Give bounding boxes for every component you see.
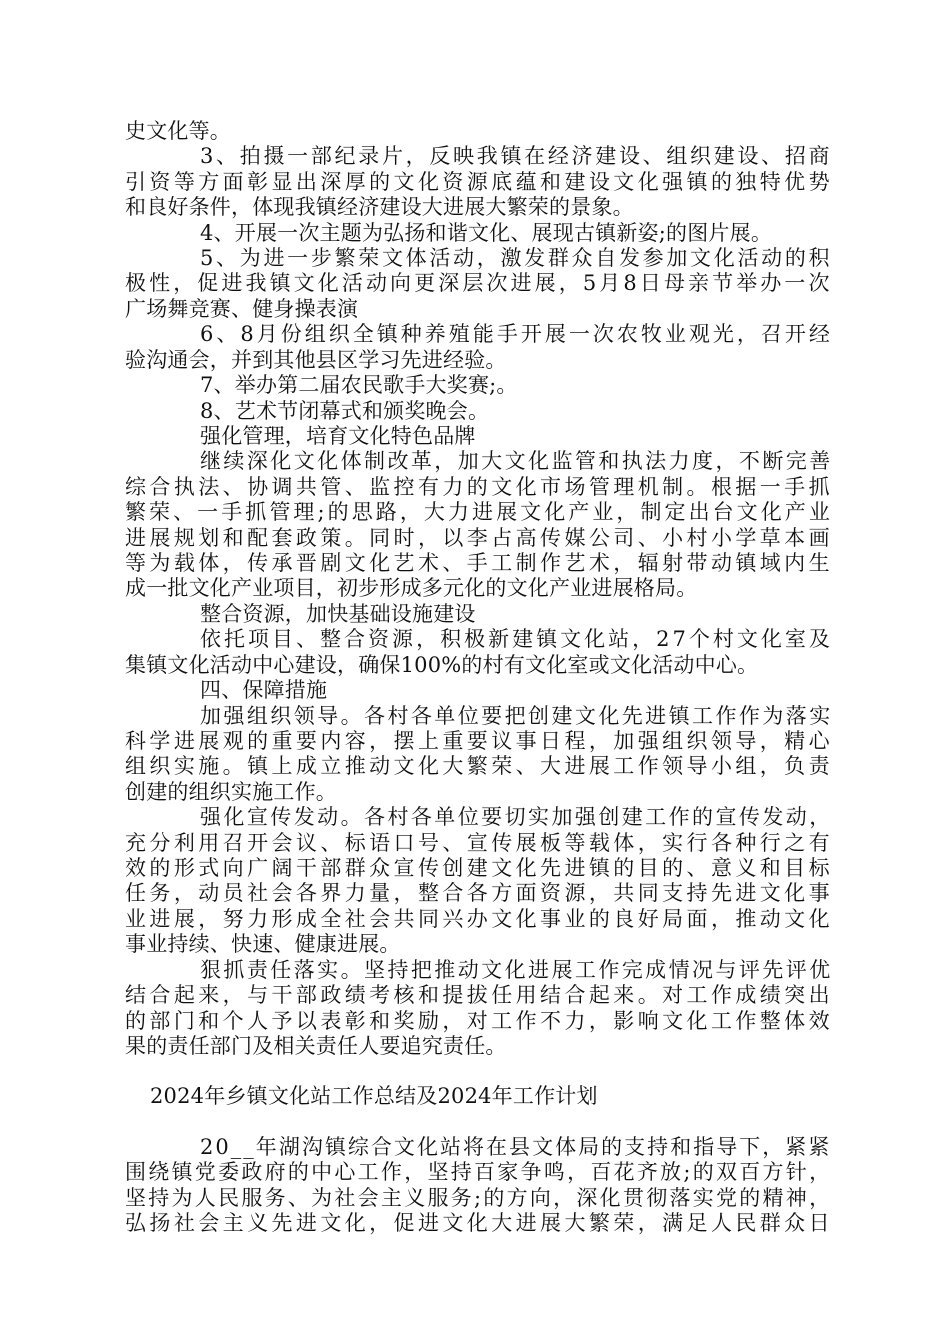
text-line: 等为载体，传承晋剧文化艺术、手工制作艺术，辐射带动镇域内生 [125,551,834,575]
text-line: 7、举办第二届农民歌手大奖赛;。 [200,373,518,397]
text-line: 四、保障措施 [200,678,328,702]
text-line: 业进展，努力形成全社会共同兴办文化事业的良好局面，推动文化 [125,907,834,931]
text-line: 整合资源，加快基础设施建设 [200,602,476,626]
text-line: 6、8月份组织全镇种养殖能手开展一次农牧业观光，召开经 [200,322,833,346]
section-title: 2024年乡镇文化站工作总结及2024年工作计划 [150,1084,598,1108]
text-line: 组织实施。镇上成立推动文化大繁荣、大进展工作领导小组，负责 [125,754,834,778]
text-line: 科学进展观的重要内容，摆上重要议事日程，加强组织领导，精心 [125,729,834,753]
text-line: 20__年湖沟镇综合文化站将在县文体局的支持和指导下，紧紧 [200,1135,832,1159]
text-line: 3、拍摄一部纪录片，反映我镇在经济建设、组织建设、招商 [200,144,833,168]
text-line: 效的形式向广阔干部群众宣传创建文化先进镇的目的、意义和目标 [125,856,834,880]
text-line: 任务，动员社会各界力量，整合各方面资源，共同支持先进文化事 [125,881,834,905]
text-line: 成一批文化产业项目，初步形成多元化的文化产业进展格局。 [125,576,698,600]
text-line: 创建的组织实施工作。 [125,780,337,804]
text-line: 事业持续、快速、健康进展。 [125,932,401,956]
text-line: 强化管理，培育文化特色品牌 [200,424,476,448]
text-line: 5、为进一步繁荣文体活动，激发群众自发参加文化活动的积 [200,246,833,270]
text-line: 引资等方面彰显出深厚的文化资源底蕴和建设文化强镇的独特优势 [125,170,834,194]
text-line: 强化宣传发动。各村各单位要切实加强创建工作的宣传发动， [200,805,833,829]
text-line: 继续深化文化体制改革，加大文化监管和执法力度，不断完善 [200,449,833,473]
text-line: 和良好条件，体现我镇经济建设大进展大繁荣的景象。 [125,195,634,219]
text-line: 弘扬社会主义先进文化，促进文化大进展大繁荣，满足人民群众日 [125,1211,834,1235]
text-line: 加强组织领导。各村各单位要把创建文化先进镇工作作为落实 [200,704,833,728]
text-line: 充分利用召开会议、标语口号、宣传展板等载体，实行各种行之有 [125,831,834,855]
text-line: 狠抓责任落实。坚持把推动文化进展工作完成情况与评先评优 [200,958,833,982]
text-line: 4、开展一次主题为弘扬和谐文化、展现古镇新姿;的图片展。 [200,221,773,245]
text-line: 综合执法、协调共管、监控有力的文化市场管理机制。根据一手抓 [125,475,834,499]
text-line: 繁荣、一手抓管理;的思路，大力进展文化产业，制定出台文化产业 [125,500,833,524]
text-line: 结合起来，与干部政绩考核和提拔任用结合起来。对工作成绩突出 [125,983,834,1007]
text-line: 进展规划和配套政策。同时，以李占高传媒公司、小村小学草本画 [125,526,834,550]
text-line: 依托项目、整合资源，积极新建镇文化站，27个村文化室及 [200,627,833,651]
text-line: 坚持为人民服务、为社会主义服务;的方向，深化贯彻落实党的精神， [125,1186,833,1210]
text-line: 8、艺术节闭幕式和颁奖晚会。 [200,399,490,423]
text-line: 验沟通会，并到其他县区学习先进经验。 [125,348,507,372]
text-line: 极性，促进我镇文化活动向更深层次进展，5月8日母亲节举办一次 [125,271,833,295]
text-line: 广场舞竞赛、健身操表演 [125,297,359,321]
text-line: 果的责任部门及相关责任人要追究责任。 [125,1034,507,1058]
text-line: 围绕镇党委政府的中心工作，坚持百家争鸣，百花齐放;的双百方针， [125,1160,833,1184]
text-line: 史文化等。 [125,119,231,143]
text-line: 的部门和个人予以表彰和奖励，对工作不力，影响文化工作整体效 [125,1009,834,1033]
text-line: 集镇文化活动中心建设，确保100%的村有文化室或文化活动中心。 [125,653,759,677]
